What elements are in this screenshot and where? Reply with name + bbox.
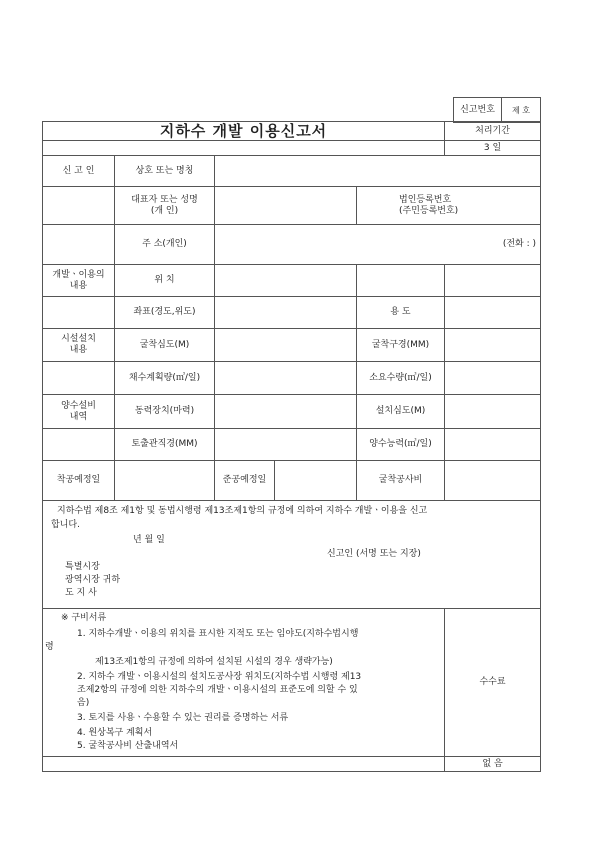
registration-number-label	[357, 187, 541, 225]
facility-line2: 내용	[69, 345, 88, 355]
pump-capacity-label: 양수능력(㎥/일)	[357, 429, 445, 461]
date-line[interactable]: 년 월 일	[133, 535, 165, 545]
planned-qty-label: 채수계획량(㎥/일)	[115, 362, 215, 395]
representative-label	[115, 187, 215, 225]
company-name-label: 상호 또는 명칭	[115, 156, 215, 187]
reporter-label: 신 고 인	[43, 156, 115, 187]
end-date-field[interactable]	[275, 461, 357, 501]
report-number-label: 신고번호	[454, 98, 502, 123]
registration-label-line1: 법인등록번호	[399, 194, 452, 205]
start-date-label: 착공예정일	[43, 461, 115, 501]
docs-item-2c: 음)	[77, 698, 90, 708]
diameter-field[interactable]	[445, 329, 541, 362]
depth-field[interactable]	[215, 329, 357, 362]
install-depth-field[interactable]	[445, 395, 541, 429]
form-title: 지하수 개발 이용신고서	[43, 122, 445, 141]
docs-item-4: 4. 원상복구 계획서	[77, 728, 153, 738]
location-label: 위 치	[115, 265, 215, 297]
location-field[interactable]	[215, 265, 357, 297]
cost-field[interactable]	[445, 461, 541, 501]
docs-item-5: 5. 굴착공사비 산출내역서	[77, 741, 179, 751]
reporter-spacer	[43, 187, 115, 225]
facility-label	[43, 329, 115, 362]
application-form	[42, 121, 541, 772]
usage-field[interactable]	[445, 297, 541, 329]
pump-line2: 내역	[69, 411, 88, 422]
planned-qty-field[interactable]	[215, 362, 357, 395]
facility-line1: 시설설치	[61, 334, 96, 344]
reporter-signature[interactable]: 신고인 (서명 또는 지장)	[327, 549, 421, 559]
address-spacer	[43, 225, 115, 265]
processing-period-label: 처리기간	[445, 122, 541, 141]
location-extra-field[interactable]	[357, 265, 445, 297]
power-label: 동력장치(마력)	[115, 395, 215, 429]
representative-label-line1: 대표자 또는 성명	[131, 194, 198, 205]
address-label: 주 소(개인)	[115, 225, 215, 265]
docs-item-2b: 조제2항의 규정에 의한 지하수의 개발ㆍ이용시설의 표준도에 의할 수 있	[77, 685, 358, 695]
qty-spacer	[43, 362, 115, 395]
registration-label-line2: (주민등록번호)	[399, 205, 459, 216]
dev-use-label	[43, 265, 115, 297]
docs-item-2a: 2. 지하수 개발ㆍ이용시설의 설치도공사장 위치도(지하수법 시행령 제13	[77, 672, 362, 682]
pump-line1: 양수설비	[61, 400, 96, 411]
declaration-section	[43, 501, 541, 609]
representative-field[interactable]	[215, 187, 357, 225]
docs-item-1c: 제13조제1항의 규정에 의하여 설치된 시설의 경우 생략가능)	[95, 657, 333, 667]
cost-label: 굴착공사비	[357, 461, 445, 501]
report-number-box	[453, 97, 541, 123]
discharge-field[interactable]	[215, 429, 357, 461]
addressee-1: 특별시장	[65, 562, 100, 572]
processing-period-value: 3 일	[445, 141, 541, 156]
docs-item-1b: 령	[45, 642, 54, 652]
dev-use-line1: 개발ㆍ이용의	[52, 269, 105, 280]
coords-field[interactable]	[215, 297, 357, 329]
fee-value: 없 음	[445, 757, 541, 772]
install-depth-label: 설치심도(M)	[357, 395, 445, 429]
fee-spacer	[43, 757, 445, 772]
required-qty-field[interactable]	[445, 362, 541, 395]
dev-use-line2: 내용	[69, 280, 88, 291]
representative-label-line2: (개 인)	[150, 205, 179, 216]
diameter-label: 굴착구경(MM)	[357, 329, 445, 362]
pump-label	[43, 395, 115, 429]
discharge-spacer	[43, 429, 115, 461]
required-documents	[43, 609, 445, 757]
depth-label: 굴착심도(M)	[115, 329, 215, 362]
end-date-label: 준공예정일	[215, 461, 275, 501]
usage-label: 용 도	[357, 297, 445, 329]
coords-spacer	[43, 297, 115, 329]
company-name-field[interactable]	[215, 156, 541, 187]
discharge-label: 토출관직경(MM)	[115, 429, 215, 461]
pump-capacity-field[interactable]	[445, 429, 541, 461]
title-spacer	[43, 141, 445, 156]
docs-item-1a: 1. 지하수개발ㆍ이용의 위치를 표시한 지적도 또는 임야도(지하수법시행	[77, 629, 359, 639]
addressee-3: 도 지 사	[65, 588, 97, 598]
docs-item-3: 3. 토지를 사용ㆍ수용할 수 있는 권리를 증명하는 서류	[77, 713, 289, 723]
declaration-line2: 합니다.	[51, 520, 80, 530]
coords-label: 좌표(경도,위도)	[115, 297, 215, 329]
docs-title: ※ 구비서류	[61, 613, 107, 623]
fee-label: 수수료	[445, 609, 541, 757]
report-number-value[interactable]: 제 호	[502, 98, 541, 123]
power-field[interactable]	[215, 395, 357, 429]
start-date-field[interactable]	[115, 461, 215, 501]
declaration-line1: 지하수법 제8조 제1항 및 동법시행령 제13조제1항의 규정에 의하여 지하수 개발ㆍ이용을 신고	[57, 506, 428, 516]
location-extra-field-2[interactable]	[445, 265, 541, 297]
required-qty-label: 소요수량(㎥/일)	[357, 362, 445, 395]
address-field[interactable]	[215, 225, 541, 265]
addressee-2: 광역시장 귀하	[65, 575, 121, 585]
phone-label: (전화 : )	[502, 239, 537, 249]
